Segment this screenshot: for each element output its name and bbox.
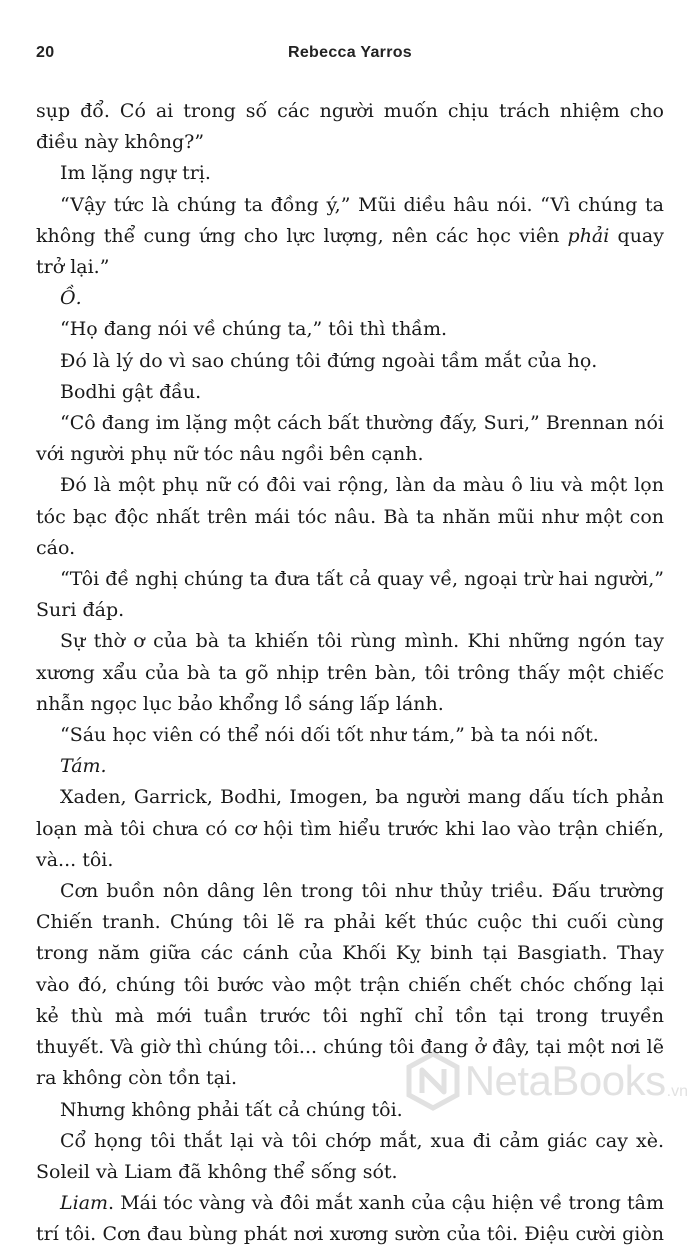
paragraph: Tám. [60,755,107,778]
paragraph: Sự thờ ơ của bà ta khiến tôi rùng mình. Khi những ngón tay xương xẩu của bà ta gõ nhịp trên bàn, tôi trông thấy một chiếc nhẫn ngọc lục bảo khổng lồ sáng lấp lánh. [36,630,664,715]
netabooks-logo-icon [405,1051,461,1111]
paragraph: “Vậy tức là chúng ta đồng ý,” Mũi diều hâu nói. “Vì chúng ta không thể cung ứng cho lực lượng, nên các học viên phải quay trở lại.” [36,193,664,279]
paragraph: Liam. Mái tóc vàng và đôi mắt xanh của cậu hiện về trong tâm trí tôi. Cơn đau bùng phát nơi xương sườn của tôi. Điệu cười giòn [36,1192,664,1246]
running-head: Rebecca Yarros [288,44,412,61]
paragraph: Đó là lý do vì sao chúng tôi đứng ngoài tầm mắt của họ. [60,349,598,372]
paragraph: Bodhi gật đầu. [60,380,202,403]
paragraph: sụp đổ. Có ai trong số các người muốn chịu trách nhiệm cho điều này không?” [36,100,664,154]
paragraph: Cơn buồn nôn dâng lên trong tôi như thủy triều. Đấu trường Chiến tranh. Chúng tôi lẽ ra phải kết thúc cuộc thi cuối cùng trong năm giữa các cánh của Khối Kỵ binh tại Basgiath. Thay vào đó, chúng tôi bước vào một trận chiến chết chóc chống lại kẻ thù mà mới tuần trước tôi nghĩ chỉ tồn tại trong truyền thuyết. Và giờ thì chúng tôi... chúng tôi đang ở đây, tại một nơi lẽ ra không còn tồn tại. [36,880,664,1090]
paragraph: “Cô đang im lặng một cách bất thường đấy, Suri,” Brennan nói với người phụ nữ tóc nâu ngồi bên cạnh. [36,412,664,466]
page-number: 20 [36,44,55,61]
watermark-brand: NetaBooks [464,1057,666,1104]
watermark [405,1051,688,1111]
paragraph: “Sáu học viên có thể nói dối tốt như tám,” bà ta nói nốt. [60,724,599,747]
paragraph: “Họ đang nói về chúng ta,” tôi thì thầm. [60,318,448,341]
paragraph: Ồ. [60,287,82,310]
paragraph: Cổ họng tôi thắt lại và tôi chớp mắt, xua đi cảm giác cay xè. Soleil và Liam đã không thể sống sót. [36,1129,664,1183]
page-header [36,44,664,68]
paragraph: Nhưng không phải tất cả chúng tôi. [60,1098,403,1121]
paragraph: “Tôi đề nghị chúng ta đưa tất cả quay về, ngoại trừ hai người,” Suri đáp. [36,568,665,622]
watermark-suffix: .vn [666,1083,688,1100]
paragraph: Đó là một phụ nữ có đôi vai rộng, làn da màu ô liu và một lọn tóc bạc độc nhất trên mái tóc nâu. Bà ta nhăn mũi như một con cáo. [36,474,664,559]
paragraph: Xaden, Garrick, Bodhi, Imogen, ba người mang dấu tích phản loạn mà tôi chưa có cơ hội tìm hiểu trước khi lao vào trận chiến, và... tôi. [36,786,664,871]
paragraph: Im lặng ngự trị. [60,162,211,185]
